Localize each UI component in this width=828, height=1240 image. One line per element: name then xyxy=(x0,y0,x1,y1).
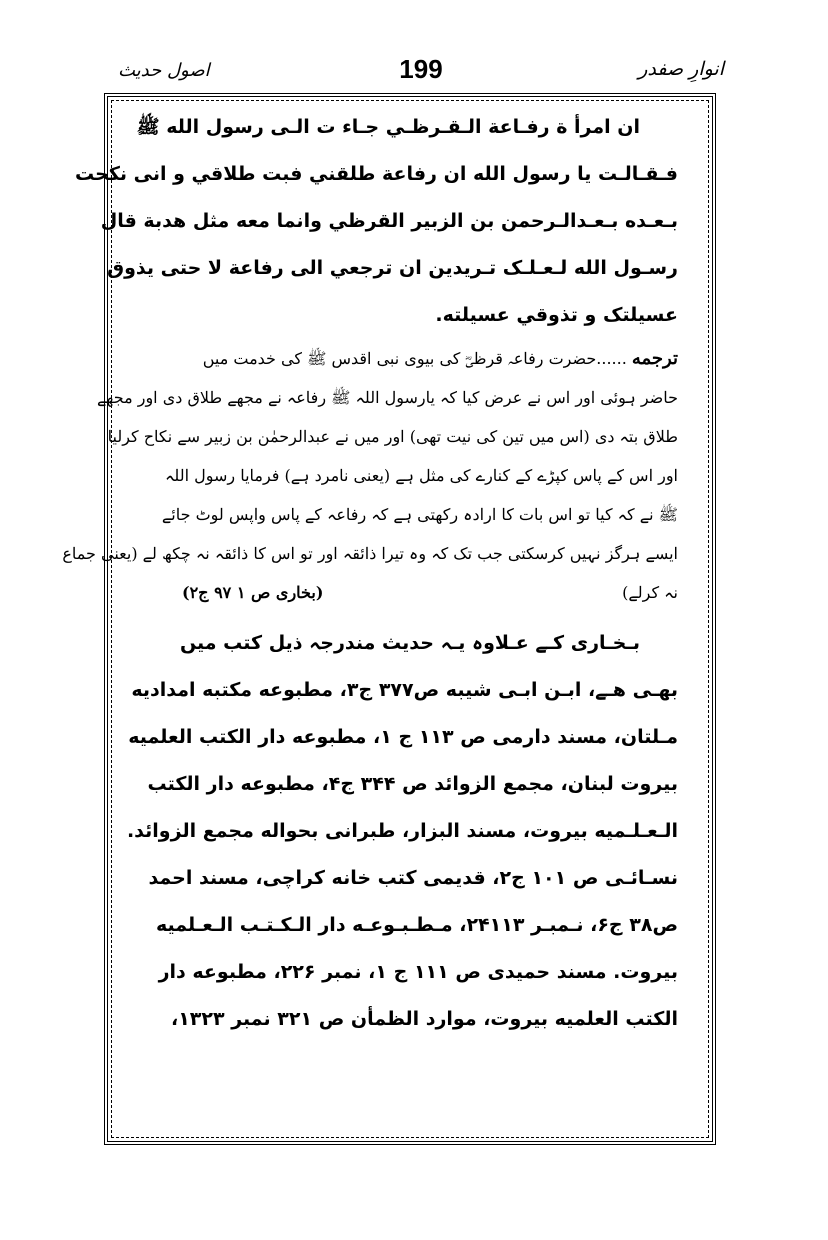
translation-label: ترجمه xyxy=(631,348,678,369)
reference-line: بھـی ھـے، ابـن ابـی شیبه ص۳۷۷ ج۳، مطبوعه مکتبه امدادیه xyxy=(131,679,678,701)
arabic-line: ان امرأ ة رفـاعة الـقـرظـي جـاء ت الـى رسول الله ﷺ xyxy=(136,116,640,138)
translation-line xyxy=(142,339,678,378)
reference-line: ص۳۸ ج۶، نـمبـر ۲۴۱۱۳، مـطـبـوعـه دار الـکـتـب الـعـلمیه xyxy=(155,914,678,936)
reference-line: الـعـلـمیه بیروت، مسند البزار، طبرانی بحواله مجمع الزوائد. xyxy=(126,820,678,842)
page-header xyxy=(118,54,724,94)
reference-line: الکتب العلمیه بیروت، موارد الظمأن ص ۳۲۱ نمبر ۱۳۲۳، xyxy=(170,1008,678,1030)
reference-line: بـخـاری کـے عـلاوہ یـہ حدیث مندرجہ ذیل کتب میں xyxy=(179,632,640,654)
arabic-line: عسيلتک و تذوقي عسيلته. xyxy=(435,304,678,326)
book-title: انوارِ صفدر xyxy=(638,58,724,80)
translation-line: حاضر ہوئی اور اس نے عرض کیا کہ یارسول اللہ ﷺ رفاعہ نے مجھے طلاق دی اور مجھے xyxy=(96,388,678,407)
page-body xyxy=(62,104,678,1043)
translation-line: ﷺ نے کہ کیا تو اس بات کا ارادہ رکھتی ہے کہ رفاعہ کے پاس واپس لوٹ جائے xyxy=(161,505,678,524)
reference-line: بیروت لبنان، مجمع الزوائد ص ۳۴۴ ج۴، مطبوعه دار الکتب xyxy=(147,773,678,795)
translation-line: طلاق بتہ دی (اس میں تین کی نیت تھی) اور میں نے عبدالرحمٰن بن زبیر سے نکاح کرلیا xyxy=(107,427,678,446)
arabic-hadith xyxy=(75,104,678,339)
reference-line: بیروت. مسند حمیدی ص ۱۱۱ ج ۱، نمبر ۲۲۶، مطبوعه دار xyxy=(158,961,678,983)
urdu-translation xyxy=(62,339,678,612)
translation-line: ایسے ہرگز نہیں کرسکتی جب تک کہ وہ تیرا ذائقہ اور تو اس کا ذائقہ نہ چکھ لے (یعنی جماع xyxy=(62,544,678,563)
translation-text: نہ کرلے) xyxy=(622,583,678,602)
translation-text: ......حضرت رفاعہ قرظیؓ کی بیوی نبی اقدس ﷺ کی خدمت میں xyxy=(202,349,627,368)
chapter-title: اصول حدیث xyxy=(118,60,210,81)
arabic-line: فـقـالـت يا رسول الله ان رفاعة طلقني فبت طلاقي و انى نكحت xyxy=(75,163,678,185)
references xyxy=(126,620,678,1043)
translation-line xyxy=(142,573,678,612)
page-number: 199 xyxy=(399,54,443,84)
reference-line: مـلتان، مسند دارمی ص ۱۱۳ ج ۱، مطبوعه دار الکتب العلمیه xyxy=(128,726,678,748)
citation: (بخاری ص ۱ ۹۷ ج۲) xyxy=(182,583,324,602)
reference-line: نسـائـی ص ۱۰۱ ج۲، قدیمی کتب خانه کراچی، مسند احمد xyxy=(148,867,678,889)
arabic-line: بـعـده بـعـدالـرحمن بن الزبير القرظي وانما معه مثل هدبة قال xyxy=(100,210,678,232)
translation-line: اور اس کے پاس کپڑے کے کنارے کی مثل ہے (یعنی نامرد ہے) فرمایا رسول اللہ xyxy=(165,466,678,485)
arabic-line: رسـول الله لـعـلـک تـريدين ان ترجعي الى رفاعة لا حتى يذوق xyxy=(107,257,678,279)
